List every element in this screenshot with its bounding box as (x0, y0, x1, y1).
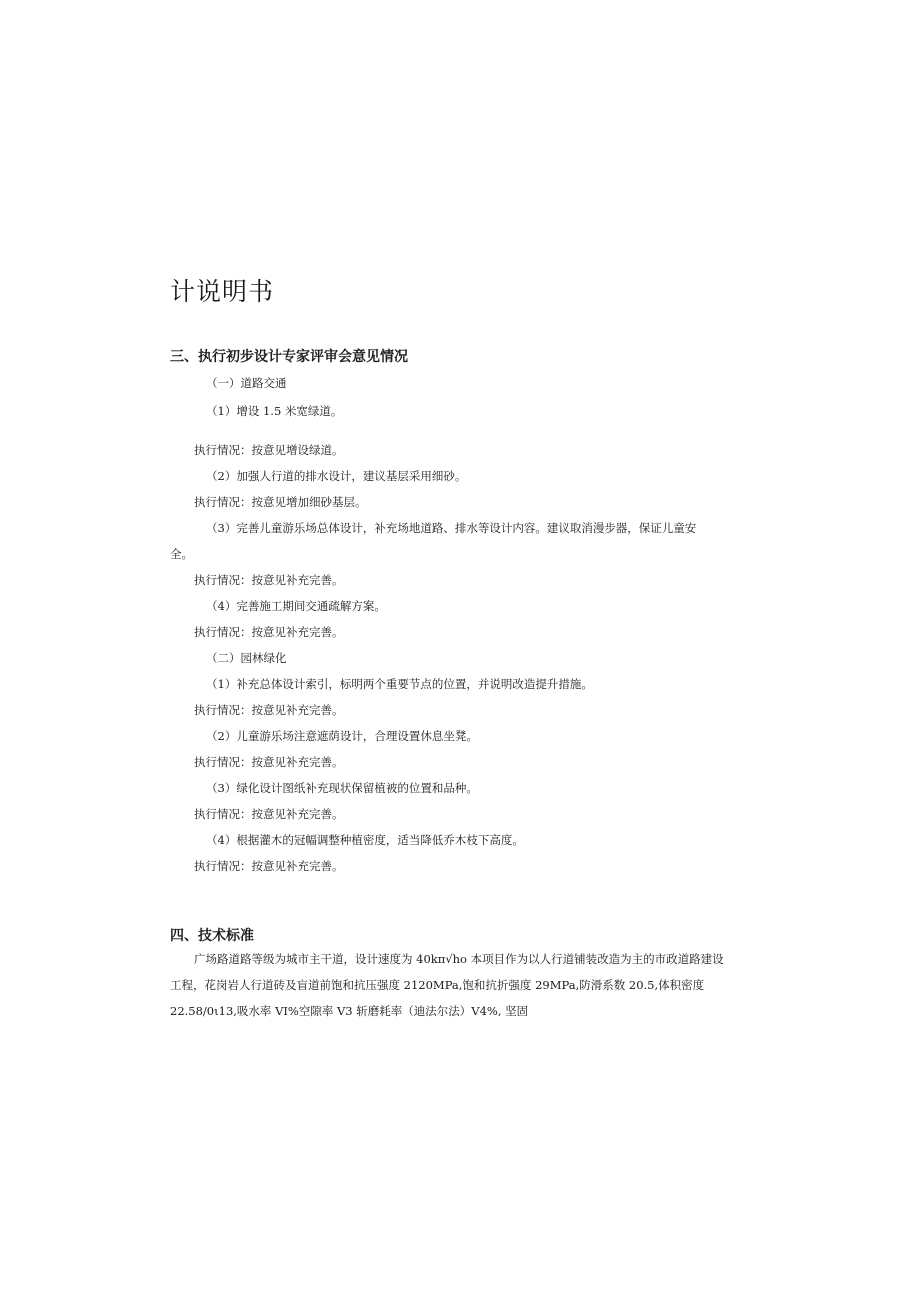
list-item: 执行情况：按意见补充完善。 (194, 625, 344, 639)
list-item: （2）加强人行道的排水设计，建议基层采用细砂。 (206, 469, 467, 483)
list-item: （二）园林绿化 (206, 651, 287, 665)
list-item: 执行情况：按意见补充完善。 (194, 755, 344, 769)
list-item: 执行情况：按意见补充完善。 (194, 573, 344, 587)
list-item: 全。 (170, 547, 193, 561)
paragraph-line: 工程，花岗岩人行道砖及盲道前饱和抗压强度 2120MPa,饱和抗折强度 29MPa,防滑系数 20.5,体积密度 (170, 978, 705, 992)
list-item: 执行情况：按意见补充完善。 (194, 807, 344, 821)
list-item: （1）补充总体设计索引，标明两个重要节点的位置，并说明改造提升措施。 (206, 677, 593, 691)
section-heading-4: 四、技术标准 (170, 928, 254, 944)
list-item: （3）完善儿童游乐场总体设计，补充场地道路、排水等设计内容。建议取消漫步器，保证儿童安 (206, 521, 697, 535)
paragraph-line: 广场路道路等级为城市主干道，设计速度为 40kπ√ho 本项目作为以人行道铺装改造为主的市政道路建设 (194, 952, 724, 966)
section-heading-3: 三、执行初步设计专家评审会意见情况 (170, 349, 408, 365)
list-item: 执行情况：按意见补充完善。 (194, 703, 344, 717)
list-item: （4）完善施工期间交通疏解方案。 (206, 599, 386, 613)
list-item: （1）增设 1.5 米宽绿道。 (206, 404, 343, 418)
paragraph-line: 22.58/0ι13,吸水率 VI%空隙率 V3 斩磨耗率（迪法尔法）V4%, 坚固 (170, 1004, 529, 1018)
list-item: 执行情况：按意见增设绿道。 (194, 443, 344, 457)
list-item: （4）根据灌木的冠幅调整种植密度，适当降低乔木枝下高度。 (206, 833, 524, 847)
list-item: （2）儿童游乐场注意遮荫设计，合理设置休息坐凳。 (206, 729, 478, 743)
list-item: 执行情况：按意见增加细砂基层。 (194, 495, 367, 509)
list-item: 执行情况：按意见补充完善。 (194, 859, 344, 873)
list-item: （一）道路交通 (206, 376, 287, 390)
page-title: 计说明书 (170, 277, 275, 306)
list-item: （3）绿化设计图纸补充现状保留植被的位置和品种。 (206, 781, 478, 795)
